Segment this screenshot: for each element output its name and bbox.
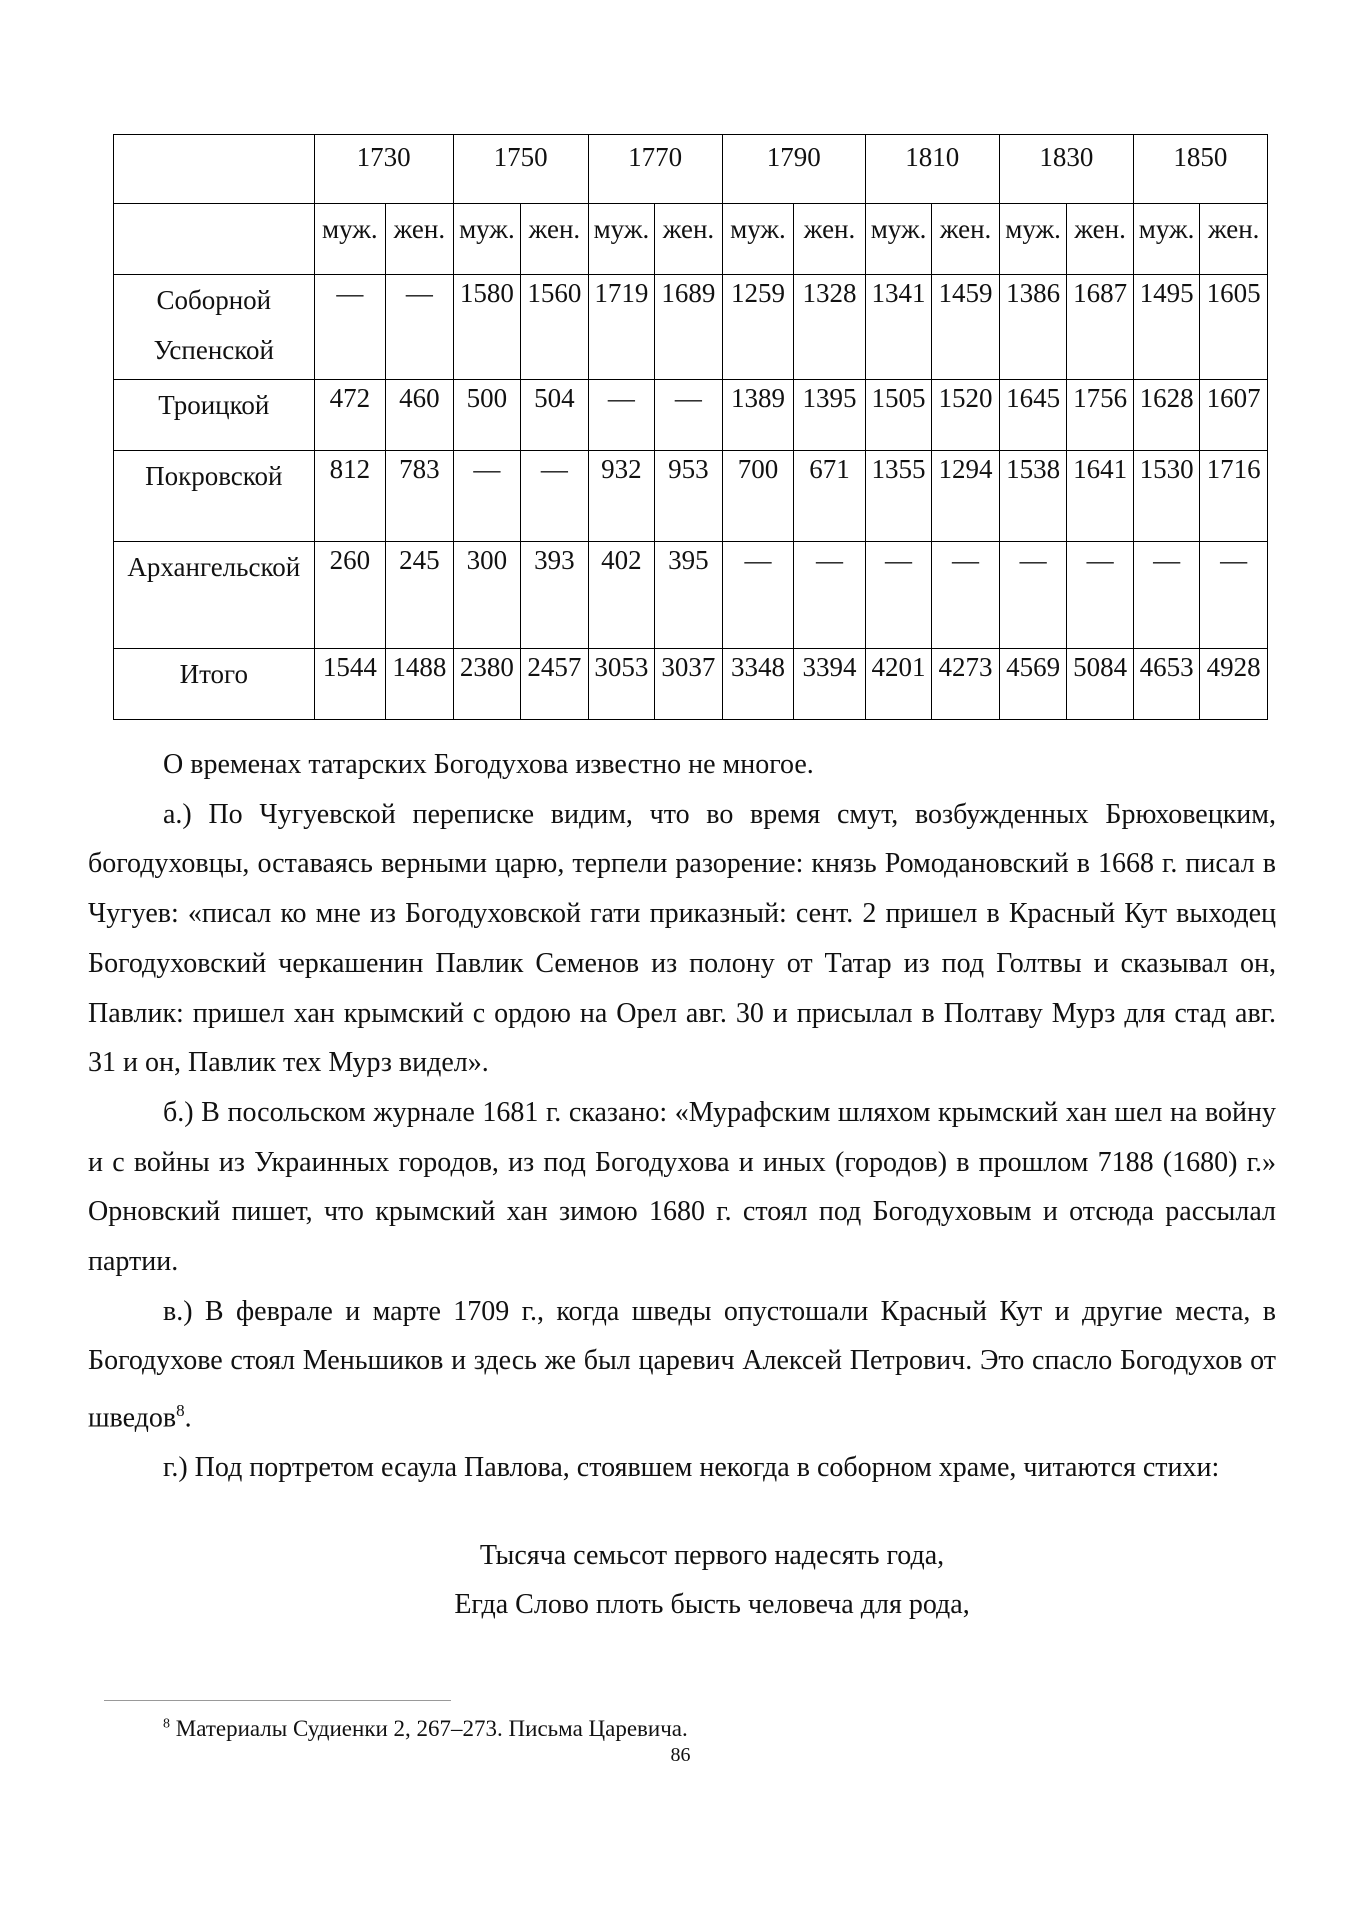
table-cell: 1341 — [865, 275, 932, 380]
row-label: Итого — [114, 649, 315, 720]
table-row — [114, 649, 1268, 720]
table-cell: 1389 — [722, 380, 794, 451]
page-number: 86 — [670, 1744, 691, 1766]
sex-header: муж. — [865, 204, 932, 275]
paragraph-intro: О временах татарских Богодухова известно не многое. — [163, 749, 814, 780]
sex-header: муж. — [453, 204, 521, 275]
table-row — [114, 380, 1268, 451]
table-cell: — — [314, 275, 386, 380]
table-cell: 1607 — [1200, 380, 1268, 451]
table-cell: 1459 — [932, 275, 1000, 380]
table-cell: 300 — [453, 542, 521, 649]
verse-line: Егда Слово плоть бысть человеча для рода, — [454, 1589, 970, 1620]
table-cell: 1580 — [453, 275, 521, 380]
table-cell: 3348 — [722, 649, 794, 720]
year-header: 1810 — [865, 135, 999, 204]
table-cell: 1689 — [655, 275, 723, 380]
table-cell: 812 — [314, 451, 386, 542]
table-header-years — [114, 135, 1268, 204]
table-cell: — — [1133, 542, 1200, 649]
table-cell: — — [865, 542, 932, 649]
table-corner-cell — [114, 204, 315, 275]
table-cell: 4201 — [865, 649, 932, 720]
row-label: Архангельской — [114, 542, 315, 649]
census-table — [113, 134, 1268, 720]
table-row — [114, 451, 1268, 542]
table-cell: — — [932, 542, 1000, 649]
sex-header: жен. — [1200, 204, 1268, 275]
table-cell: — — [453, 451, 521, 542]
paragraph-b: б.) В посольском журнале 1681 г. сказано: «Мурафским шляхом крымский хан шел на войну и с войны из Украинных городов, из под Богодухова и иных (городов) в прошлом 7188 (1680) г.» Орновский пишет, что крымский хан зимою 1680 г. стоял под Богодуховым и отсюда рассылал партии. — [88, 1096, 1276, 1278]
table-cell: 1530 — [1133, 451, 1200, 542]
table-cell: 1328 — [794, 275, 866, 380]
table-cell: 1560 — [521, 275, 589, 380]
table-cell: — — [1200, 542, 1268, 649]
table-cell: 932 — [588, 451, 655, 542]
table-cell: — — [655, 380, 723, 451]
table-cell: 4569 — [999, 649, 1067, 720]
table-cell: 1544 — [314, 649, 386, 720]
year-header: 1770 — [588, 135, 722, 204]
year-header: 1850 — [1133, 135, 1267, 204]
table-cell: 1628 — [1133, 380, 1200, 451]
table-cell: 1605 — [1200, 275, 1268, 380]
table-cell: 4928 — [1200, 649, 1268, 720]
footnote — [163, 1716, 688, 1742]
table-cell: 1294 — [932, 451, 1000, 542]
table-cell: 1756 — [1067, 380, 1134, 451]
sex-header: жен. — [521, 204, 589, 275]
table-cell: 1505 — [865, 380, 932, 451]
body-text — [88, 740, 1276, 1493]
table-cell: 500 — [453, 380, 521, 451]
year-header: 1750 — [453, 135, 588, 204]
table-cell: 1520 — [932, 380, 1000, 451]
table-cell: 3037 — [655, 649, 723, 720]
row-label: Покровской — [114, 451, 315, 542]
table-cell: 1538 — [999, 451, 1067, 542]
footnote-ref[interactable]: 8 — [176, 1401, 185, 1421]
row-label: Троицкой — [114, 380, 315, 451]
table-cell: 3053 — [588, 649, 655, 720]
sex-header: муж. — [999, 204, 1067, 275]
table-cell: 460 — [386, 380, 454, 451]
verse-line: Тысяча семьсот первого надесять года, — [479, 1540, 945, 1571]
table-cell: 402 — [588, 542, 655, 649]
footnote-divider — [104, 1700, 451, 1701]
table-cell: 395 — [655, 542, 723, 649]
table-header-sex — [114, 204, 1268, 275]
table-cell: — — [999, 542, 1067, 649]
table-cell: 1687 — [1067, 275, 1134, 380]
table-cell: 4273 — [932, 649, 1000, 720]
sex-header: жен. — [386, 204, 454, 275]
table-cell: 3394 — [794, 649, 866, 720]
table-cell: 245 — [386, 542, 454, 649]
year-header: 1830 — [999, 135, 1133, 204]
paragraph-a: а.) По Чугуевской переписке видим, что во время смут, возбужденных Брюховецким, богодуховцы, оставаясь верными царю, терпели разорение: князь Ромодановский в 1668 г. писал в Чугуев: «писал ко мне из Богодуховской гати приказный: сент. 2 пришел в Красный Кут выходец Богодуховский черкашенин Павлик Семенов из полону от Татар из под Голтвы и сказывал он, Павлик: пришел хан крымский с ордою на Орел авг. 30 и присылал в Полтаву Мурз для стад авг. 31 и он, Павлик тех Мурз видел». — [88, 798, 1276, 1079]
sex-header: муж. — [314, 204, 386, 275]
table-cell: 1641 — [1067, 451, 1134, 542]
table-cell: — — [386, 275, 454, 380]
table-cell: 671 — [794, 451, 866, 542]
year-header: 1730 — [314, 135, 453, 204]
paragraph-v: в.) В феврале и марте 1709 г., когда шведы опустошали Красный Кут и другие места, в Богодухове стоял Меньшиков и здесь же был царевич Алексей Петрович. Это спасло Богодухов от шведов$^8$. — [88, 1295, 1276, 1434]
sex-header: муж. — [1133, 204, 1200, 275]
table-corner-cell — [114, 135, 315, 204]
table-cell: 953 — [655, 451, 723, 542]
table-cell: 2457 — [521, 649, 589, 720]
verse — [88, 1531, 1276, 1629]
table-cell: 1719 — [588, 275, 655, 380]
table-cell: — — [1067, 542, 1134, 649]
table-cell: 2380 — [453, 649, 521, 720]
sex-header: муж. — [588, 204, 655, 275]
table-cell: 783 — [386, 451, 454, 542]
sex-header: жен. — [655, 204, 723, 275]
table-cell: 1386 — [999, 275, 1067, 380]
table-cell: 1395 — [794, 380, 866, 451]
table-row — [114, 542, 1268, 649]
table-cell: 1488 — [386, 649, 454, 720]
table-cell: — — [722, 542, 794, 649]
footnote-number: 8 — [163, 1716, 170, 1732]
sex-header: жен. — [932, 204, 1000, 275]
table-cell: — — [794, 542, 866, 649]
paragraph-v-text: в.) В феврале и марте 1709 г., когда шведы опустошали Красный Кут и другие места, в Богодухове стоял Меньшиков и здесь же был царевич Алексей Петрович. Это спасло Богодухов от шведов — [88, 1295, 1276, 1434]
sex-header: жен. — [1067, 204, 1134, 275]
table-cell: 700 — [722, 451, 794, 542]
table-cell: 4653 — [1133, 649, 1200, 720]
table-cell: 1495 — [1133, 275, 1200, 380]
year-header: 1790 — [722, 135, 865, 204]
table-cell: 504 — [521, 380, 589, 451]
table-cell: 1645 — [999, 380, 1067, 451]
sex-header: жен. — [794, 204, 866, 275]
sex-header: муж. — [722, 204, 794, 275]
table-row — [114, 275, 1268, 380]
table-cell: 1355 — [865, 451, 932, 542]
paragraph-g: г.) Под портретом есаула Павлова, стоявшем некогда в соборном храме, читаются стихи: — [163, 1452, 1220, 1484]
table-cell: 260 — [314, 542, 386, 649]
table-cell: 1716 — [1200, 451, 1268, 542]
table-cell: 1259 — [722, 275, 794, 380]
table-cell: 393 — [521, 542, 589, 649]
table-cell: — — [588, 380, 655, 451]
table-cell: 5084 — [1067, 649, 1134, 720]
row-label: Соборной Успенской — [114, 275, 315, 380]
footnote-text: Материалы Судиенки 2, 267–273. Письма Царевича. — [175, 1716, 688, 1741]
table-cell: 472 — [314, 380, 386, 451]
table-cell: — — [521, 451, 589, 542]
